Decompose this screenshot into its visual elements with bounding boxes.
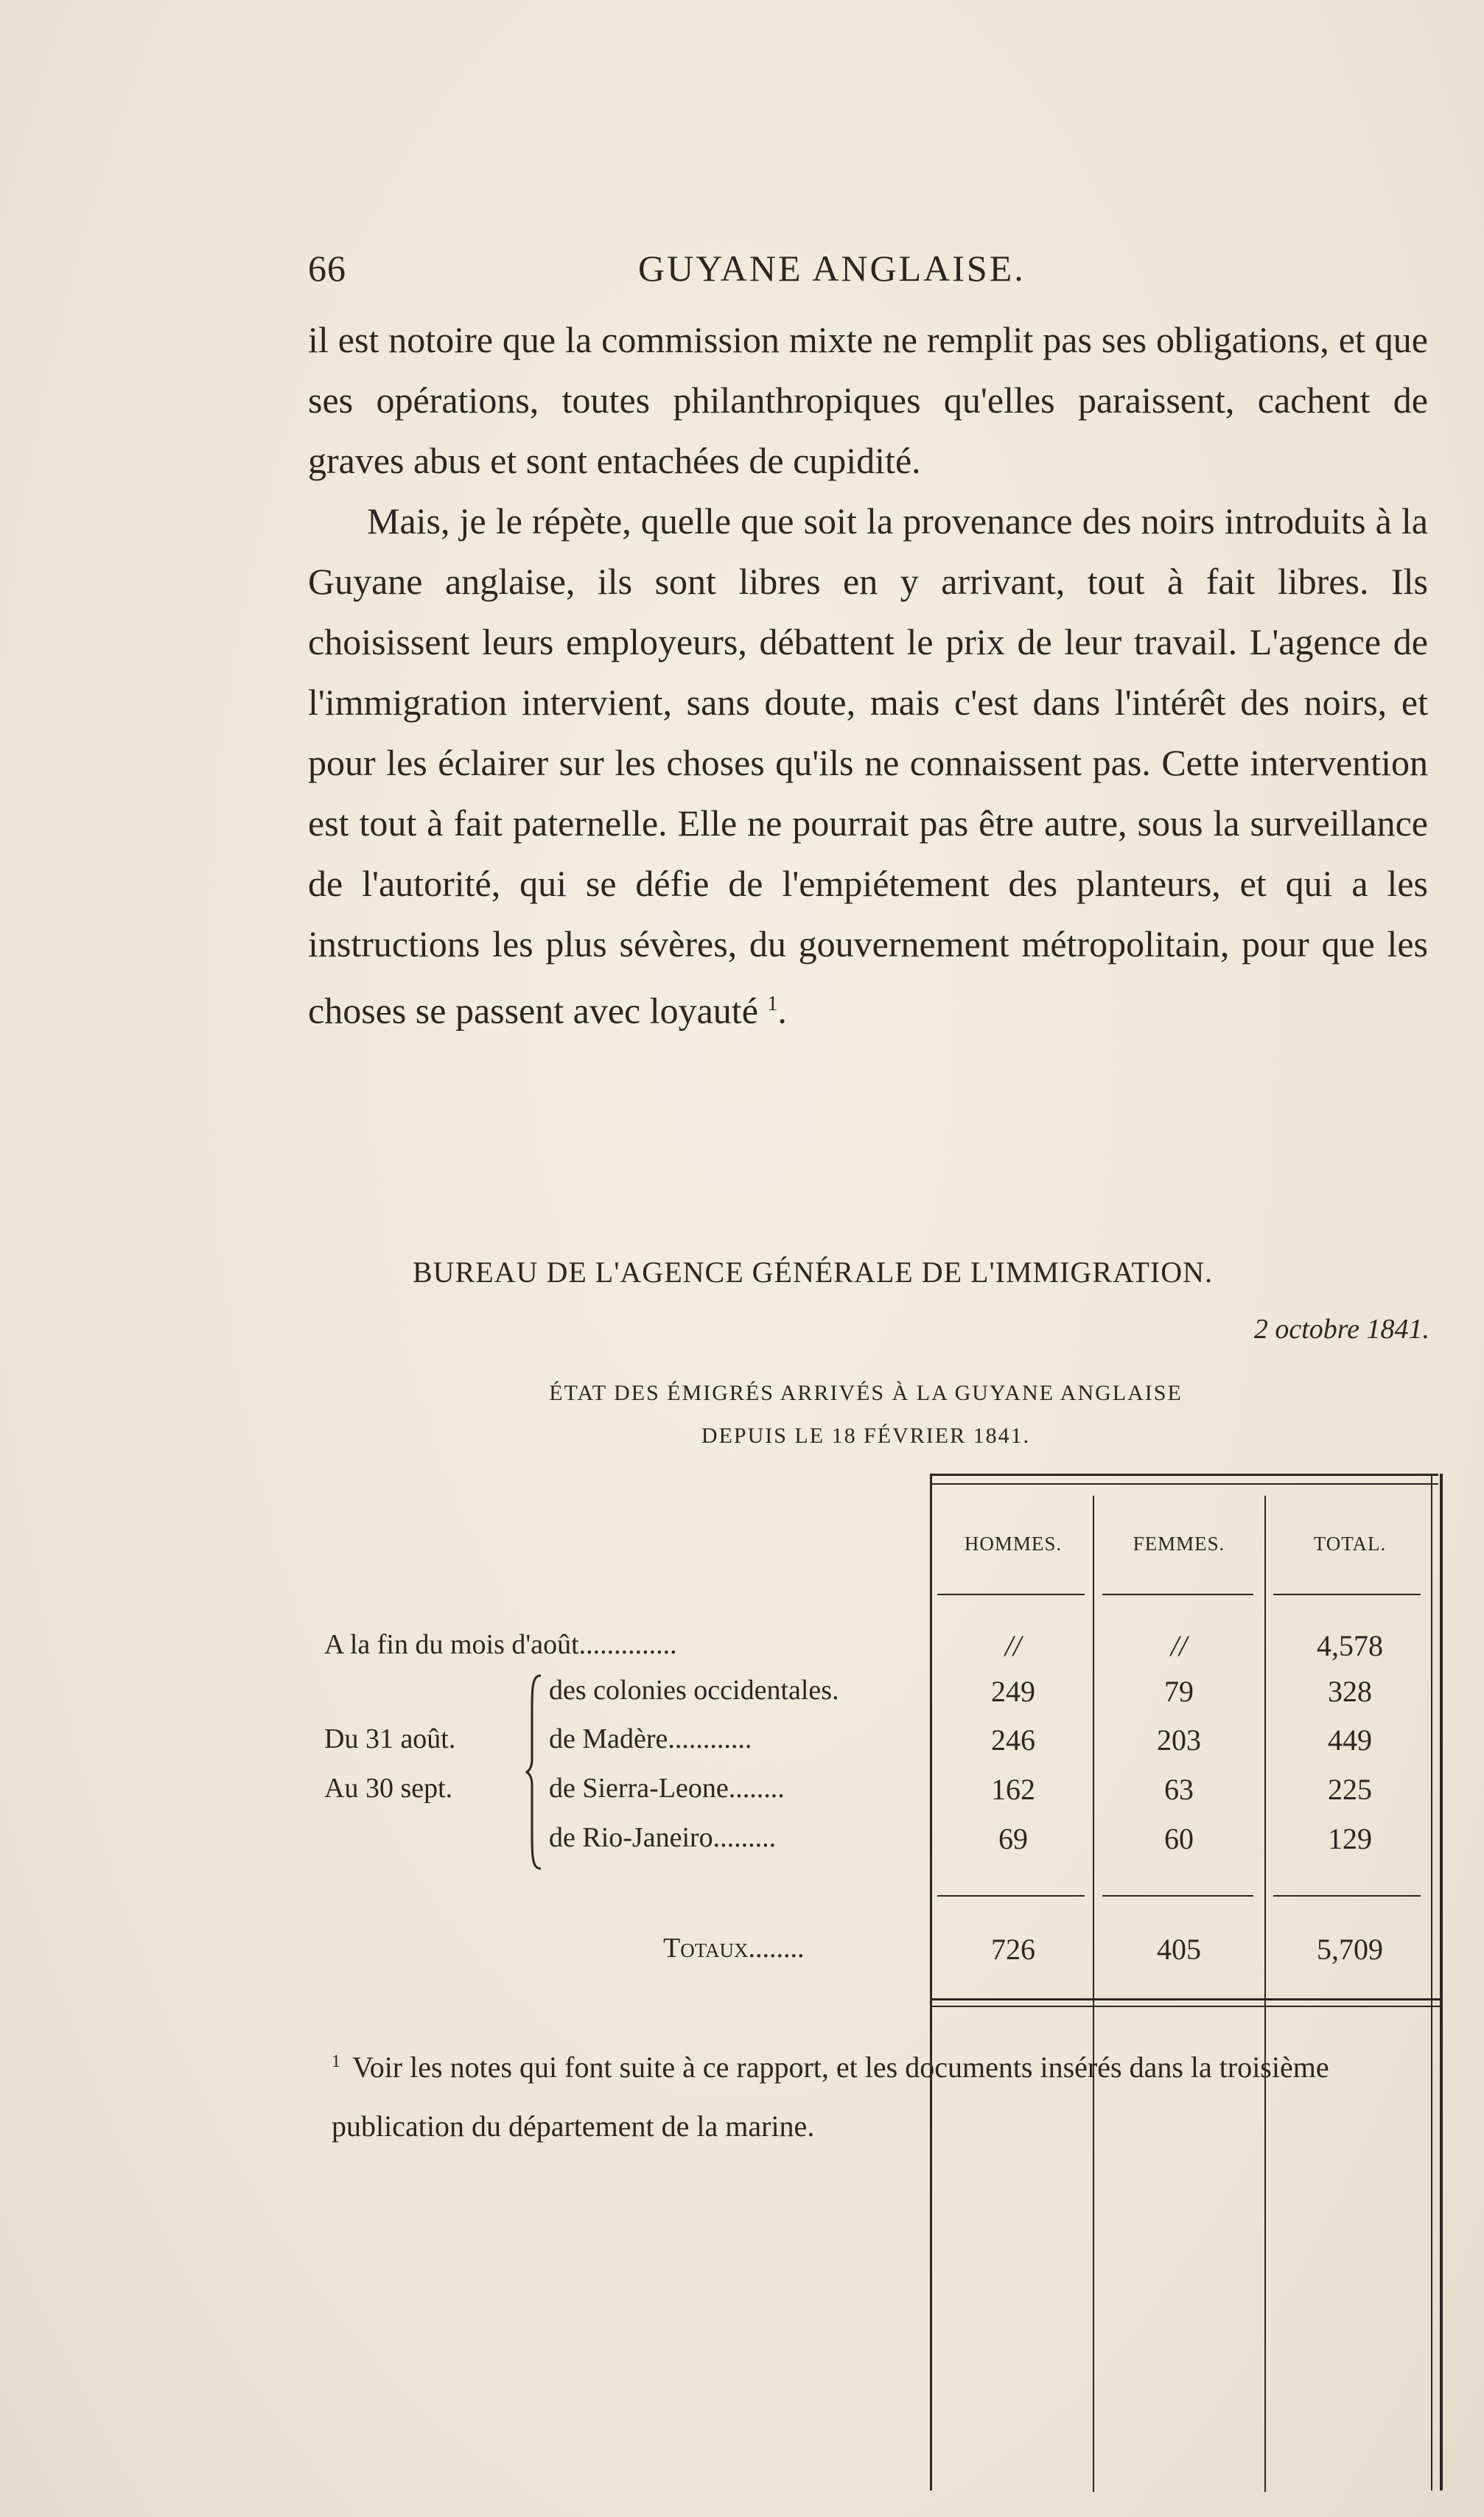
table-cell: 69 bbox=[998, 1822, 1028, 1855]
table-cell: 246 bbox=[991, 1723, 1035, 1757]
row-label-sierra-leone: de Sierra-Leone........ bbox=[549, 1773, 785, 1804]
table-cell: // bbox=[1170, 1629, 1188, 1662]
running-title: GUYANE ANGLAISE. bbox=[638, 248, 1026, 289]
paragraph-2-end: . bbox=[777, 990, 787, 1032]
table-cell: 129 bbox=[1328, 1822, 1372, 1855]
row-label-totaux: Totaux........ bbox=[663, 1933, 805, 1964]
column-header-hommes: HOMMES. bbox=[964, 1533, 1063, 1555]
group-label-start: Du 31 août. bbox=[324, 1723, 456, 1754]
table-cell: 79 bbox=[1164, 1675, 1194, 1708]
totals-rule bbox=[937, 1895, 1085, 1897]
totals-rule bbox=[1273, 1895, 1421, 1897]
table-top-rule bbox=[930, 1474, 1438, 1485]
table-cell: 328 bbox=[1328, 1675, 1372, 1708]
header-rule bbox=[1273, 1594, 1421, 1595]
table-bottom-rule bbox=[930, 2006, 1443, 2007]
state-title-line-2: DEPUIS LE 18 FÉVRIER 1841. bbox=[701, 1424, 1031, 1448]
running-head bbox=[308, 247, 1428, 291]
table-cell: 4,578 bbox=[1317, 1629, 1383, 1662]
column-header-femmes: FEMMES. bbox=[1133, 1533, 1225, 1555]
page-number: 66 bbox=[308, 248, 346, 289]
table-right-rule bbox=[1431, 1474, 1443, 2490]
body-text bbox=[308, 309, 1428, 1041]
table-cell: 203 bbox=[1157, 1723, 1201, 1757]
table-cell: 726 bbox=[991, 1933, 1035, 1966]
table-cell: 449 bbox=[1328, 1723, 1372, 1757]
table-cell: 5,709 bbox=[1317, 1933, 1383, 1966]
row-label-colonies: des colonies occidentales. bbox=[549, 1675, 839, 1706]
paragraph-1: il est notoire que la commission mixte ne remplit pas ses obligations, et que ses opérations, toutes philanthropiques qu'elles paraissent, cachent de graves abus et sont entachées de cupidité. bbox=[308, 319, 1428, 481]
table-cell: 63 bbox=[1164, 1773, 1194, 1806]
state-title-line-1: ÉTAT DES ÉMIGRÉS ARRIVÉS À LA GUYANE ANGLAISE bbox=[549, 1381, 1183, 1405]
group-label-end: Au 30 sept. bbox=[324, 1773, 453, 1804]
footnote-text: Voir les notes qui font suite à ce rapport, et les documents insérés dans la troisième publication du département de la marine. bbox=[332, 2051, 1329, 2143]
table-frame bbox=[930, 1474, 1443, 2490]
totals-rule bbox=[1102, 1895, 1253, 1897]
row-label-rio-janeiro: de Rio-Janeiro......... bbox=[549, 1822, 777, 1853]
column-separator bbox=[1264, 1496, 1266, 2492]
header-rule bbox=[1102, 1594, 1253, 1595]
footnote-reference: 1 bbox=[767, 993, 778, 1015]
table-cell: 60 bbox=[1164, 1822, 1194, 1855]
date-line: 2 octobre 1841. bbox=[1253, 1314, 1429, 1345]
column-header-total: TOTAL. bbox=[1313, 1533, 1387, 1555]
header-rule bbox=[937, 1594, 1085, 1595]
table-cell: 225 bbox=[1328, 1773, 1372, 1806]
table-bottom-rule bbox=[930, 1998, 1443, 2000]
paragraph-2 bbox=[308, 491, 1428, 1041]
state-title bbox=[413, 1372, 1319, 1457]
table-left-rule bbox=[930, 1474, 937, 2490]
table-cell: 405 bbox=[1157, 1933, 1201, 1966]
bureau-heading: BUREAU DE L'AGENCE GÉNÉRALE DE L'IMMIGRATION. bbox=[413, 1256, 1213, 1289]
brace-icon bbox=[525, 1673, 547, 1872]
table-cell: 162 bbox=[991, 1773, 1035, 1806]
paragraph-2-text: Mais, je le répète, quelle que soit la provenance des noirs introduits à la Guyane anglaise, ils sont libres en y arrivant, tout à fait libres. Ils choisissent leurs employeurs, débattent le prix de leur travail. L'agence de l'immigration intervient, sans doute, mais c'est dans l'intérêt des noirs, et pour les éclairer sur les choses qu'ils ne connaissent pas. Cette intervention est tout à fait paternelle. Elle ne pourrait pas être autre, sous la surveillance de l'autorité, qui se défie de l'empiétement des planteurs, et qui a les instructions les plus sévères, du gouvernement métropolitain, pour que les choses se passent avec loyauté bbox=[308, 500, 1428, 1032]
row-label-madere: de Madère............ bbox=[549, 1723, 752, 1754]
table-cell: // bbox=[1004, 1629, 1022, 1662]
row-label-fin-aout: A la fin du mois d'août.............. bbox=[324, 1629, 677, 1660]
footnote-mark: 1 bbox=[332, 2052, 340, 2071]
table-cell: 249 bbox=[991, 1675, 1035, 1708]
footnote bbox=[332, 2032, 1452, 2156]
